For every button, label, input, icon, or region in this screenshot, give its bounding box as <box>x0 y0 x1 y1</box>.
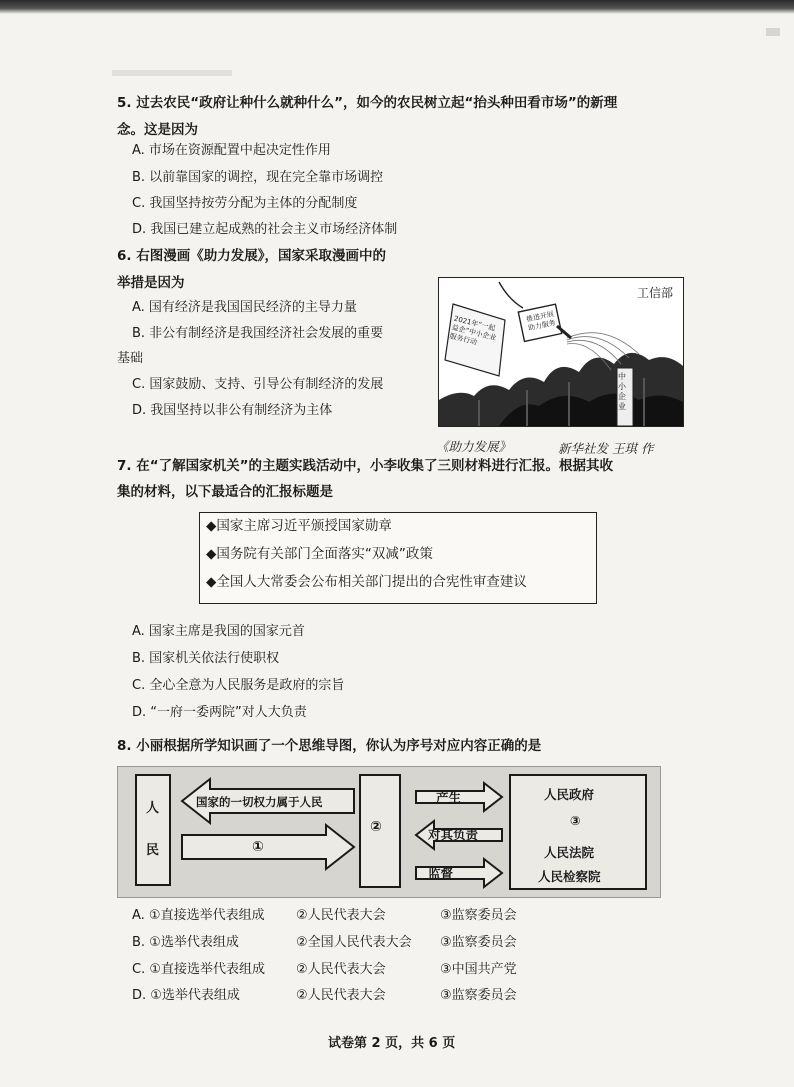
cartoon-tree-label: 中小企业 <box>618 372 626 411</box>
q8-option-c-3: ③中国共产党 <box>440 962 517 977</box>
q8-option-d-1: D. ①选举代表组成 <box>132 988 240 1003</box>
mind-gov-label: 人民政府 <box>544 787 595 802</box>
q6-option-b-cont: 基础 <box>117 351 144 366</box>
scan-smudge <box>766 28 780 36</box>
q7-option-a: A. 国家主席是我国的国家元首 <box>132 624 305 639</box>
q6-option-b: B. 非公有制经济是我国经济社会发展的重要 <box>132 326 384 341</box>
q8-mind-map <box>117 766 661 898</box>
mind-arrow-1-label: ① <box>252 839 264 855</box>
scan-smudge <box>112 70 232 76</box>
mind-people-top: 人 <box>146 801 160 816</box>
mind-middle-2-label: ② <box>370 819 382 835</box>
q5-option-b: B. 以前靠国家的调控，现在完全靠市场调控 <box>132 170 384 185</box>
mind-court-label: 人民法院 <box>544 845 595 860</box>
mind-people-bottom: 民 <box>146 843 160 858</box>
q8-option-c-1: C. ①直接选举代表组成 <box>132 962 265 977</box>
cartoon-corner-label: 工信部 <box>636 286 673 300</box>
q8-option-a-1: A. ①直接选举代表组成 <box>132 908 265 923</box>
q8-option-d-2: ②人民代表大会 <box>296 988 386 1003</box>
q8-option-b-3: ③监察委员会 <box>440 935 517 950</box>
q7-stem-line1: 7. 在“了解国家机关”的主题实践活动中，小李收集了三则材料进行汇报。根据其收 <box>117 458 613 474</box>
q7-materials-box <box>199 512 597 604</box>
q6-option-d: D. 我国坚持以非公有制经济为主体 <box>132 403 333 418</box>
q7-material-2: ◆国务院有关部门全面落实“双减”政策 <box>206 546 433 562</box>
q7-material-1: ◆国家主席习近平颁授国家勋章 <box>206 518 392 534</box>
q6-option-a: A. 国有经济是我国国民经济的主导力量 <box>132 300 357 315</box>
q8-stem: 8. 小丽根据所学知识画了一个思维导图，你认为序号对应内容正确的是 <box>117 738 542 754</box>
mind-procuratorate-label: 人民检察院 <box>538 869 601 884</box>
mind-produce-label: 产生 <box>436 790 462 805</box>
q7-option-c: C. 全心全意为人民服务是政府的宗旨 <box>132 678 345 693</box>
scan-top-edge <box>0 0 794 14</box>
q6-stem-line1: 6. 右图漫画《助力发展》，国家采取漫画中的 <box>117 248 386 264</box>
cartoon-zhuli-fazhan <box>438 277 684 427</box>
mind-three-label: ③ <box>570 813 581 828</box>
q5-option-c: C. 我国坚持按劳分配为主体的分配制度 <box>132 196 358 211</box>
q8-option-c-2: ②人民代表大会 <box>296 962 386 977</box>
q6-option-c: C. 国家鼓励、支持、引导公有制经济的发展 <box>132 377 384 392</box>
cartoon-caption-title: 《助力发展》 <box>436 439 512 454</box>
q8-option-a-2: ②人民代表大会 <box>296 908 386 923</box>
q7-stem-line2: 集的材料，以下最适合的汇报标题是 <box>117 484 333 500</box>
q8-option-d-3: ③监察委员会 <box>440 988 517 1003</box>
q6-stem-line2: 举措是因为 <box>117 275 185 291</box>
cartoon-can-label: 推进开展助力服务 <box>525 309 557 333</box>
q8-option-b-1: B. ①选举代表组成 <box>132 935 239 950</box>
q5-stem-line2: 念。这是因为 <box>117 122 198 138</box>
q7-material-3: ◆全国人大常委会公布相关部门提出的合宪性审查建议 <box>206 574 527 590</box>
mind-supervise-label: 监督 <box>428 866 454 881</box>
q5-option-a: A. 市场在资源配置中起决定性作用 <box>132 143 331 158</box>
cartoon-caption-credit: 新华社发 王琪 作 <box>558 441 654 456</box>
q5-stem-line1: 5. 过去农民“政府让种什么就种什么”，如今的农民树立起“抬头种田看市场”的新理 <box>117 95 618 111</box>
cartoon-scroll-label: 2021年“一起益企”中小企业服务行动 <box>448 314 498 347</box>
q7-option-d: D. “一府一委两院”对人大负责 <box>132 705 307 720</box>
q8-option-b-2: ②全国人民代表大会 <box>296 935 412 950</box>
q5-option-d: D. 我国已建立起成熟的社会主义市场经济体制 <box>132 222 398 237</box>
q8-option-a-3: ③监察委员会 <box>440 908 517 923</box>
q7-option-b: B. 国家机关依法行使职权 <box>132 651 280 666</box>
page-footer: 试卷第 2 页，共 6 页 <box>328 1036 456 1051</box>
mind-arrow-power-label: 国家的一切权力属于人民 <box>196 795 323 809</box>
mind-responsible-label: 对其负责 <box>428 827 479 842</box>
